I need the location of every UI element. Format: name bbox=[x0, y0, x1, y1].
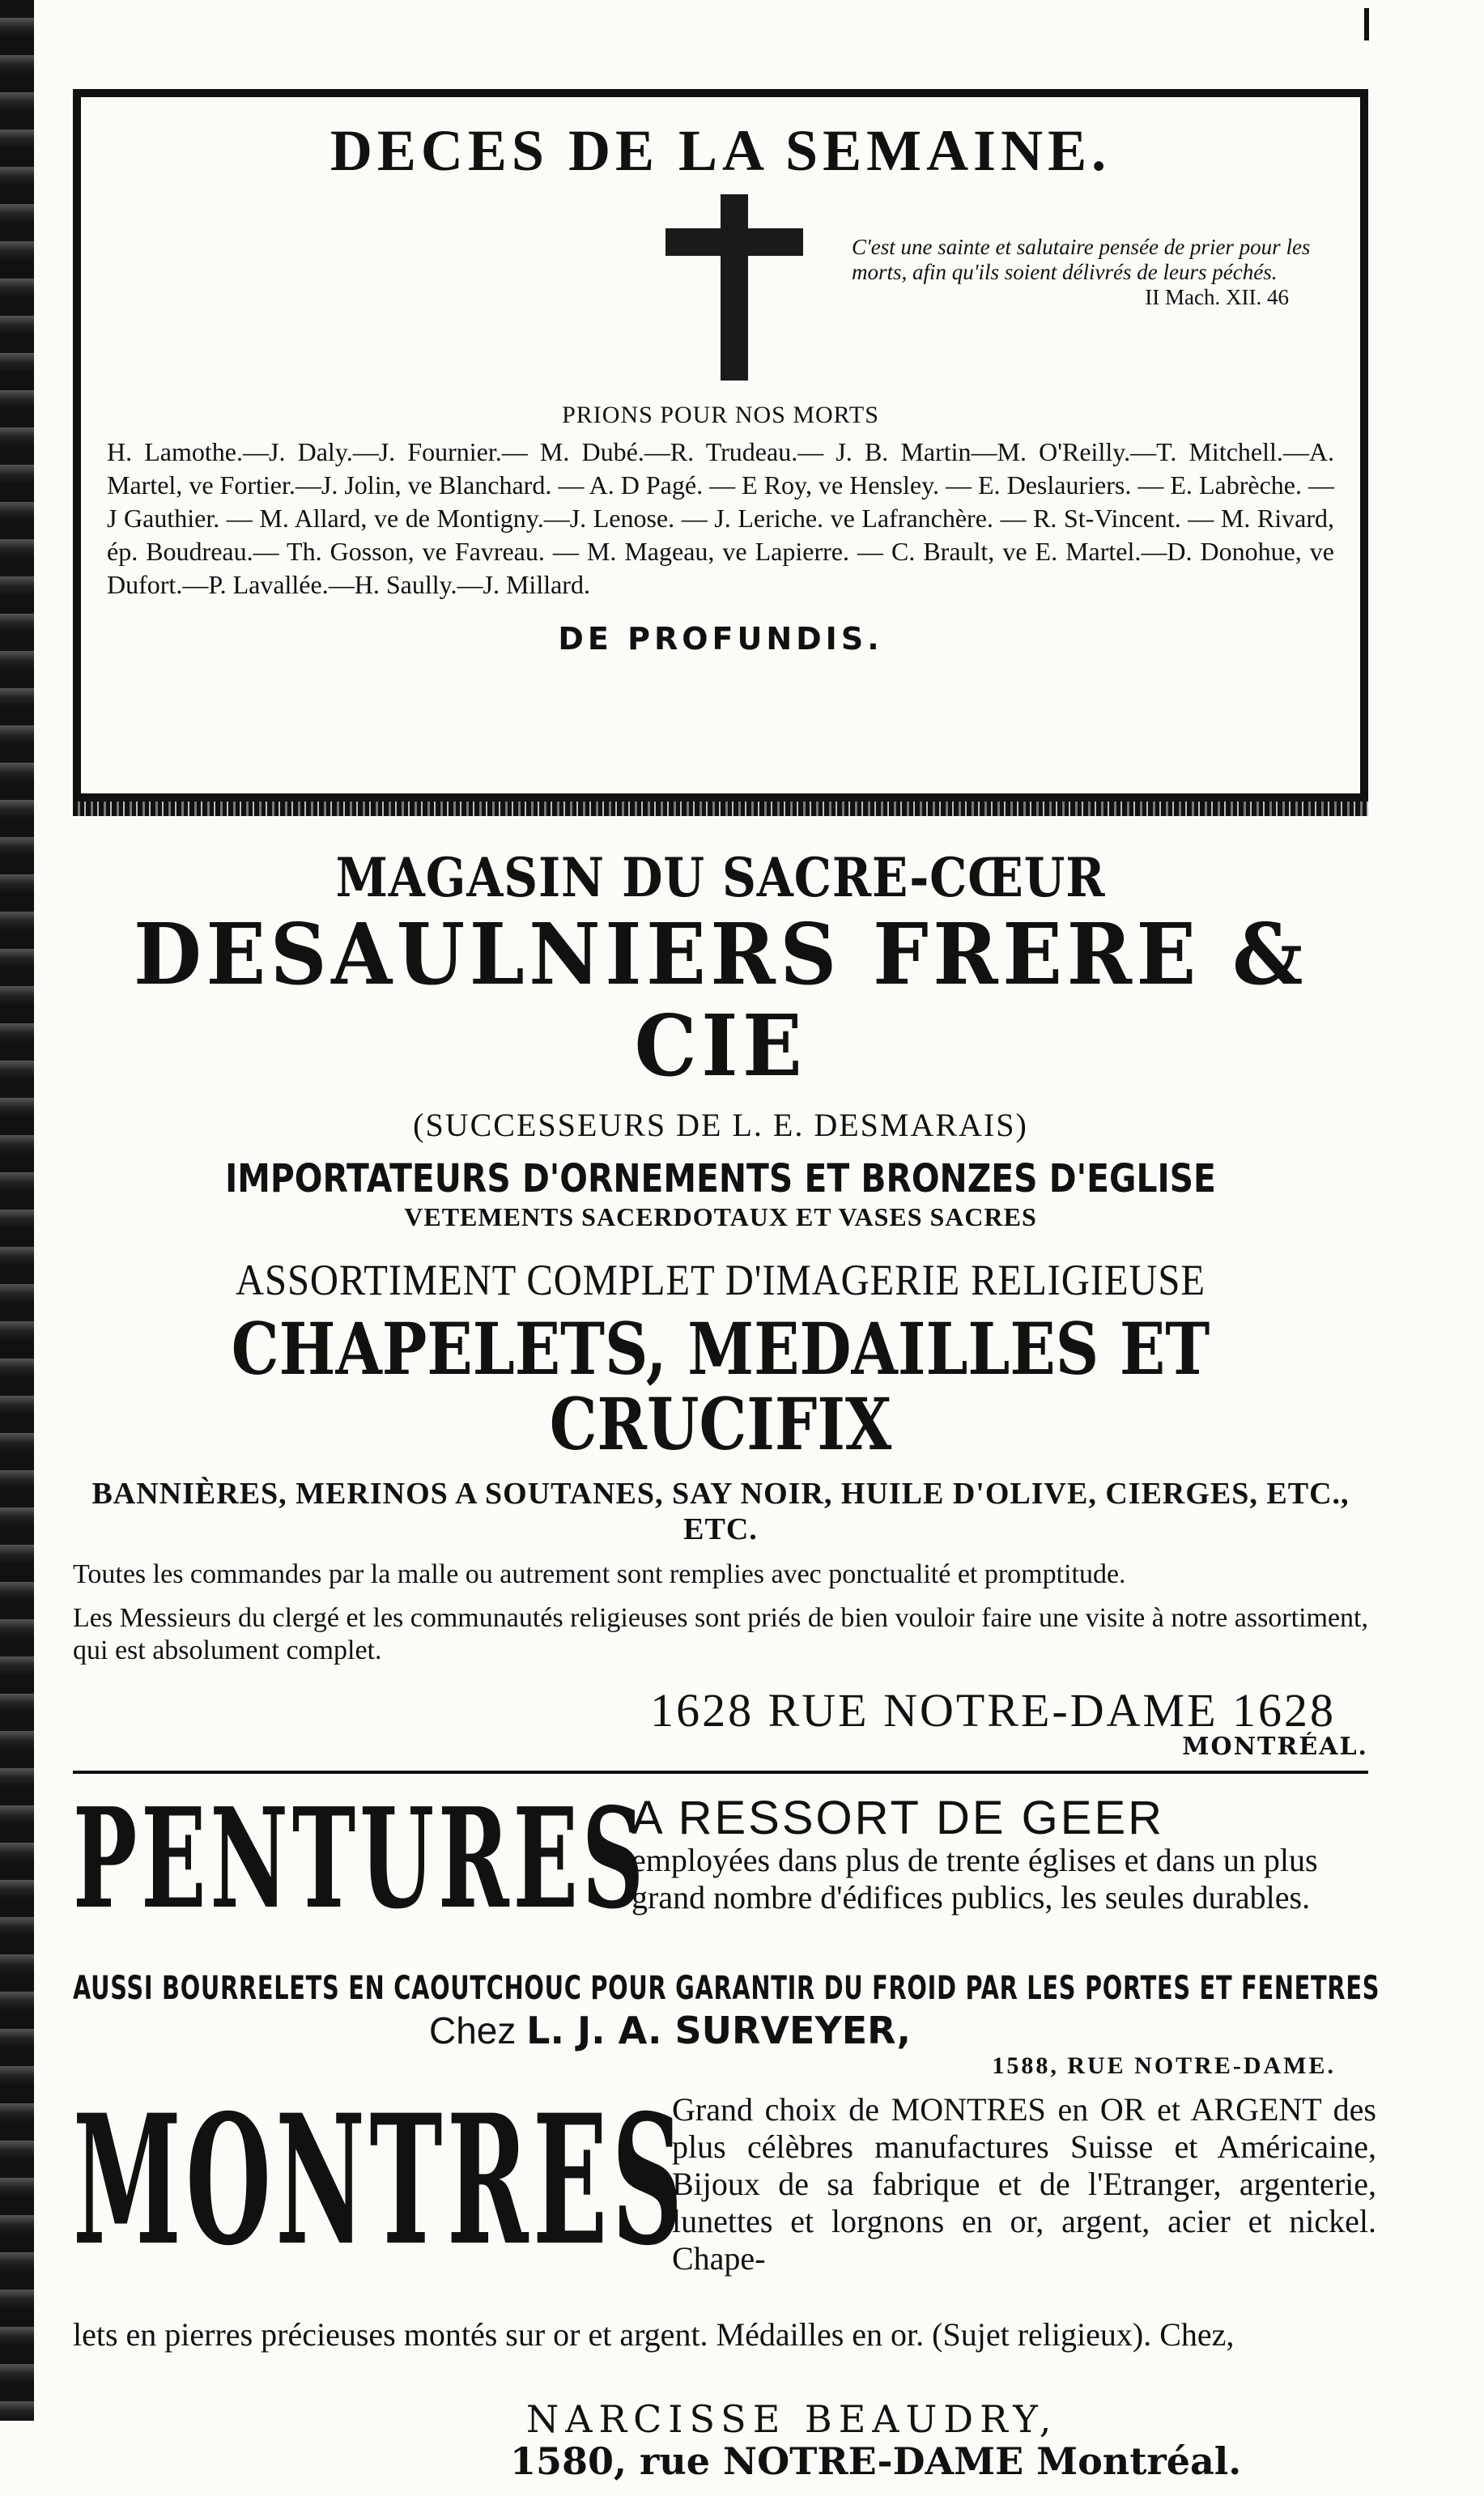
verse-citation: II Mach. XII. 46 bbox=[1145, 285, 1289, 309]
montres-headline: MONTRES bbox=[73, 2075, 687, 2286]
montres-address: 1580, rue NOTRE-DAME Montréal. bbox=[510, 2439, 1242, 2484]
bourrelets-line: AUSSI BOURRELETS EN CAOUTCHOUC POUR GARANTIR DU FROID PAR LES PORTES ET FENETRES bbox=[73, 1970, 1380, 2008]
montres-ad bbox=[73, 2075, 1376, 2496]
vetements: VETEMENTS SACERDOTAUX ET VASES SACRES bbox=[404, 1202, 1037, 1232]
page-edge-border bbox=[0, 0, 34, 2421]
merchant-name: L. J. A. SURVEYER, bbox=[526, 2009, 911, 2053]
successeurs: (SUCCESSEURS DE L. E. DESMARAIS) bbox=[413, 1106, 1028, 1143]
magasin-address: 1628 RUE NOTRE-DAME 1628 bbox=[650, 1684, 1336, 1737]
pentures-description bbox=[631, 1792, 1376, 1916]
cross-section bbox=[107, 194, 1334, 397]
messieurs-paragraph: Les Messieurs du clergé et les communautés religieuses sont priés de bien vouloir faire une visite à notre assortiment, qui est absolument complet. bbox=[73, 1603, 1368, 1666]
cross-icon bbox=[665, 194, 803, 381]
deceased-names: H. Lamothe.—J. Daly.—J. Fournier.— M. Dubé.—R. Trudeau.— J. B. Martin—M. O'Reilly.—T. Mitchell.—A. Martel, ve Fortier.—J. Jolin, ve Blanchard. — A. D Pagé. — E Roy, ve Hensley. — E. Deslauriers. — E. Labrèche. — J Gauthier. — M. Allard, ve de Montigny.—J. Lenose. — J. Leriche. ve Lafranchère. — R. St-Vincent. — M. Rivard, ép. Boudreau.— Th. Gosson, ve Favreau. — M. Mageau, ve Lapierre. — C. Brault, ve E. Martel.—D. Donohue, ve Dufort.—P. Lavallée.—H. Saully.—J. Millard. bbox=[107, 437, 1334, 599]
montres-continuation: lets en pierres précieuses montés sur or et argent. Médailles en or. (Sujet religieux). Chez, bbox=[73, 2316, 1235, 2354]
importateurs: IMPORTATEURS D'ORNEMENTS ET BRONZES D'EGLISE bbox=[225, 1155, 1216, 1201]
montres-body: Grand choix de MONTRES en OR et ARGENT des plus célèbres manufactures Suisse et Américaine, Bijoux de sa fabrique et de l'Etranger, argenterie, lunettes et lorgnons en or, argent, acier et nickel. Chape- bbox=[672, 2091, 1376, 2277]
obituary-box bbox=[73, 89, 1368, 802]
newspaper-page bbox=[73, 89, 1380, 2496]
montres-merchant: NARCISSE BEAUDRY, bbox=[526, 2397, 1058, 2442]
magasin-ad bbox=[73, 846, 1368, 1774]
assortiment: ASSORTIMENT COMPLET D'IMAGERIE RELIGIEUSE bbox=[236, 1256, 1205, 1305]
pentures-ad bbox=[73, 1778, 1380, 2080]
page-mark bbox=[1364, 8, 1369, 40]
pentures-address: 1588, RUE NOTRE-DAME. bbox=[992, 2052, 1336, 2080]
company-name: DESAULNIERS FRERE & CIE bbox=[133, 904, 1308, 1095]
bannieres: BANNIÈRES, MERINOS A SOUTANES, SAY NOIR, HUILE D'OLIVE, CIERGES, ETC., ETC. bbox=[91, 1477, 1350, 1547]
chez-label: Chez bbox=[429, 2009, 517, 2052]
magasin-city: MONTRÉAL. bbox=[1182, 1733, 1368, 1762]
scripture-verse bbox=[852, 235, 1354, 310]
divider bbox=[73, 1771, 1368, 1774]
pentures-merchant bbox=[429, 2009, 911, 2052]
pentures-headline: PENTURES bbox=[73, 1778, 648, 1941]
ressort-heading: A RESSORT DE GEER bbox=[631, 1792, 1165, 1845]
magasin-name: MAGASIN DU SACRE-CŒUR bbox=[335, 846, 1106, 909]
commandes-paragraph: Toutes les commandes par la malle ou autrement sont remplies avec ponctualité et promptitude. bbox=[73, 1559, 1126, 1590]
obituary-title: DECES DE LA SEMAINE. bbox=[330, 118, 1112, 183]
chapelets: CHAPELETS, MEDAILLES ET CRUCIFIX bbox=[231, 1307, 1210, 1466]
pentures-body: employées dans plus de trente églises et dans un plus grand nombre d'édifices publics, les seules durables. bbox=[631, 1842, 1318, 1916]
prions-heading: PRIONS POUR NOS MORTS bbox=[562, 402, 879, 428]
de-profundis: DE PROFUNDIS. bbox=[558, 621, 883, 657]
verse-text: C'est une sainte et salutaire pensée de prier pour les morts, afin qu'ils soient délivrés de leurs péchés. bbox=[852, 235, 1311, 284]
